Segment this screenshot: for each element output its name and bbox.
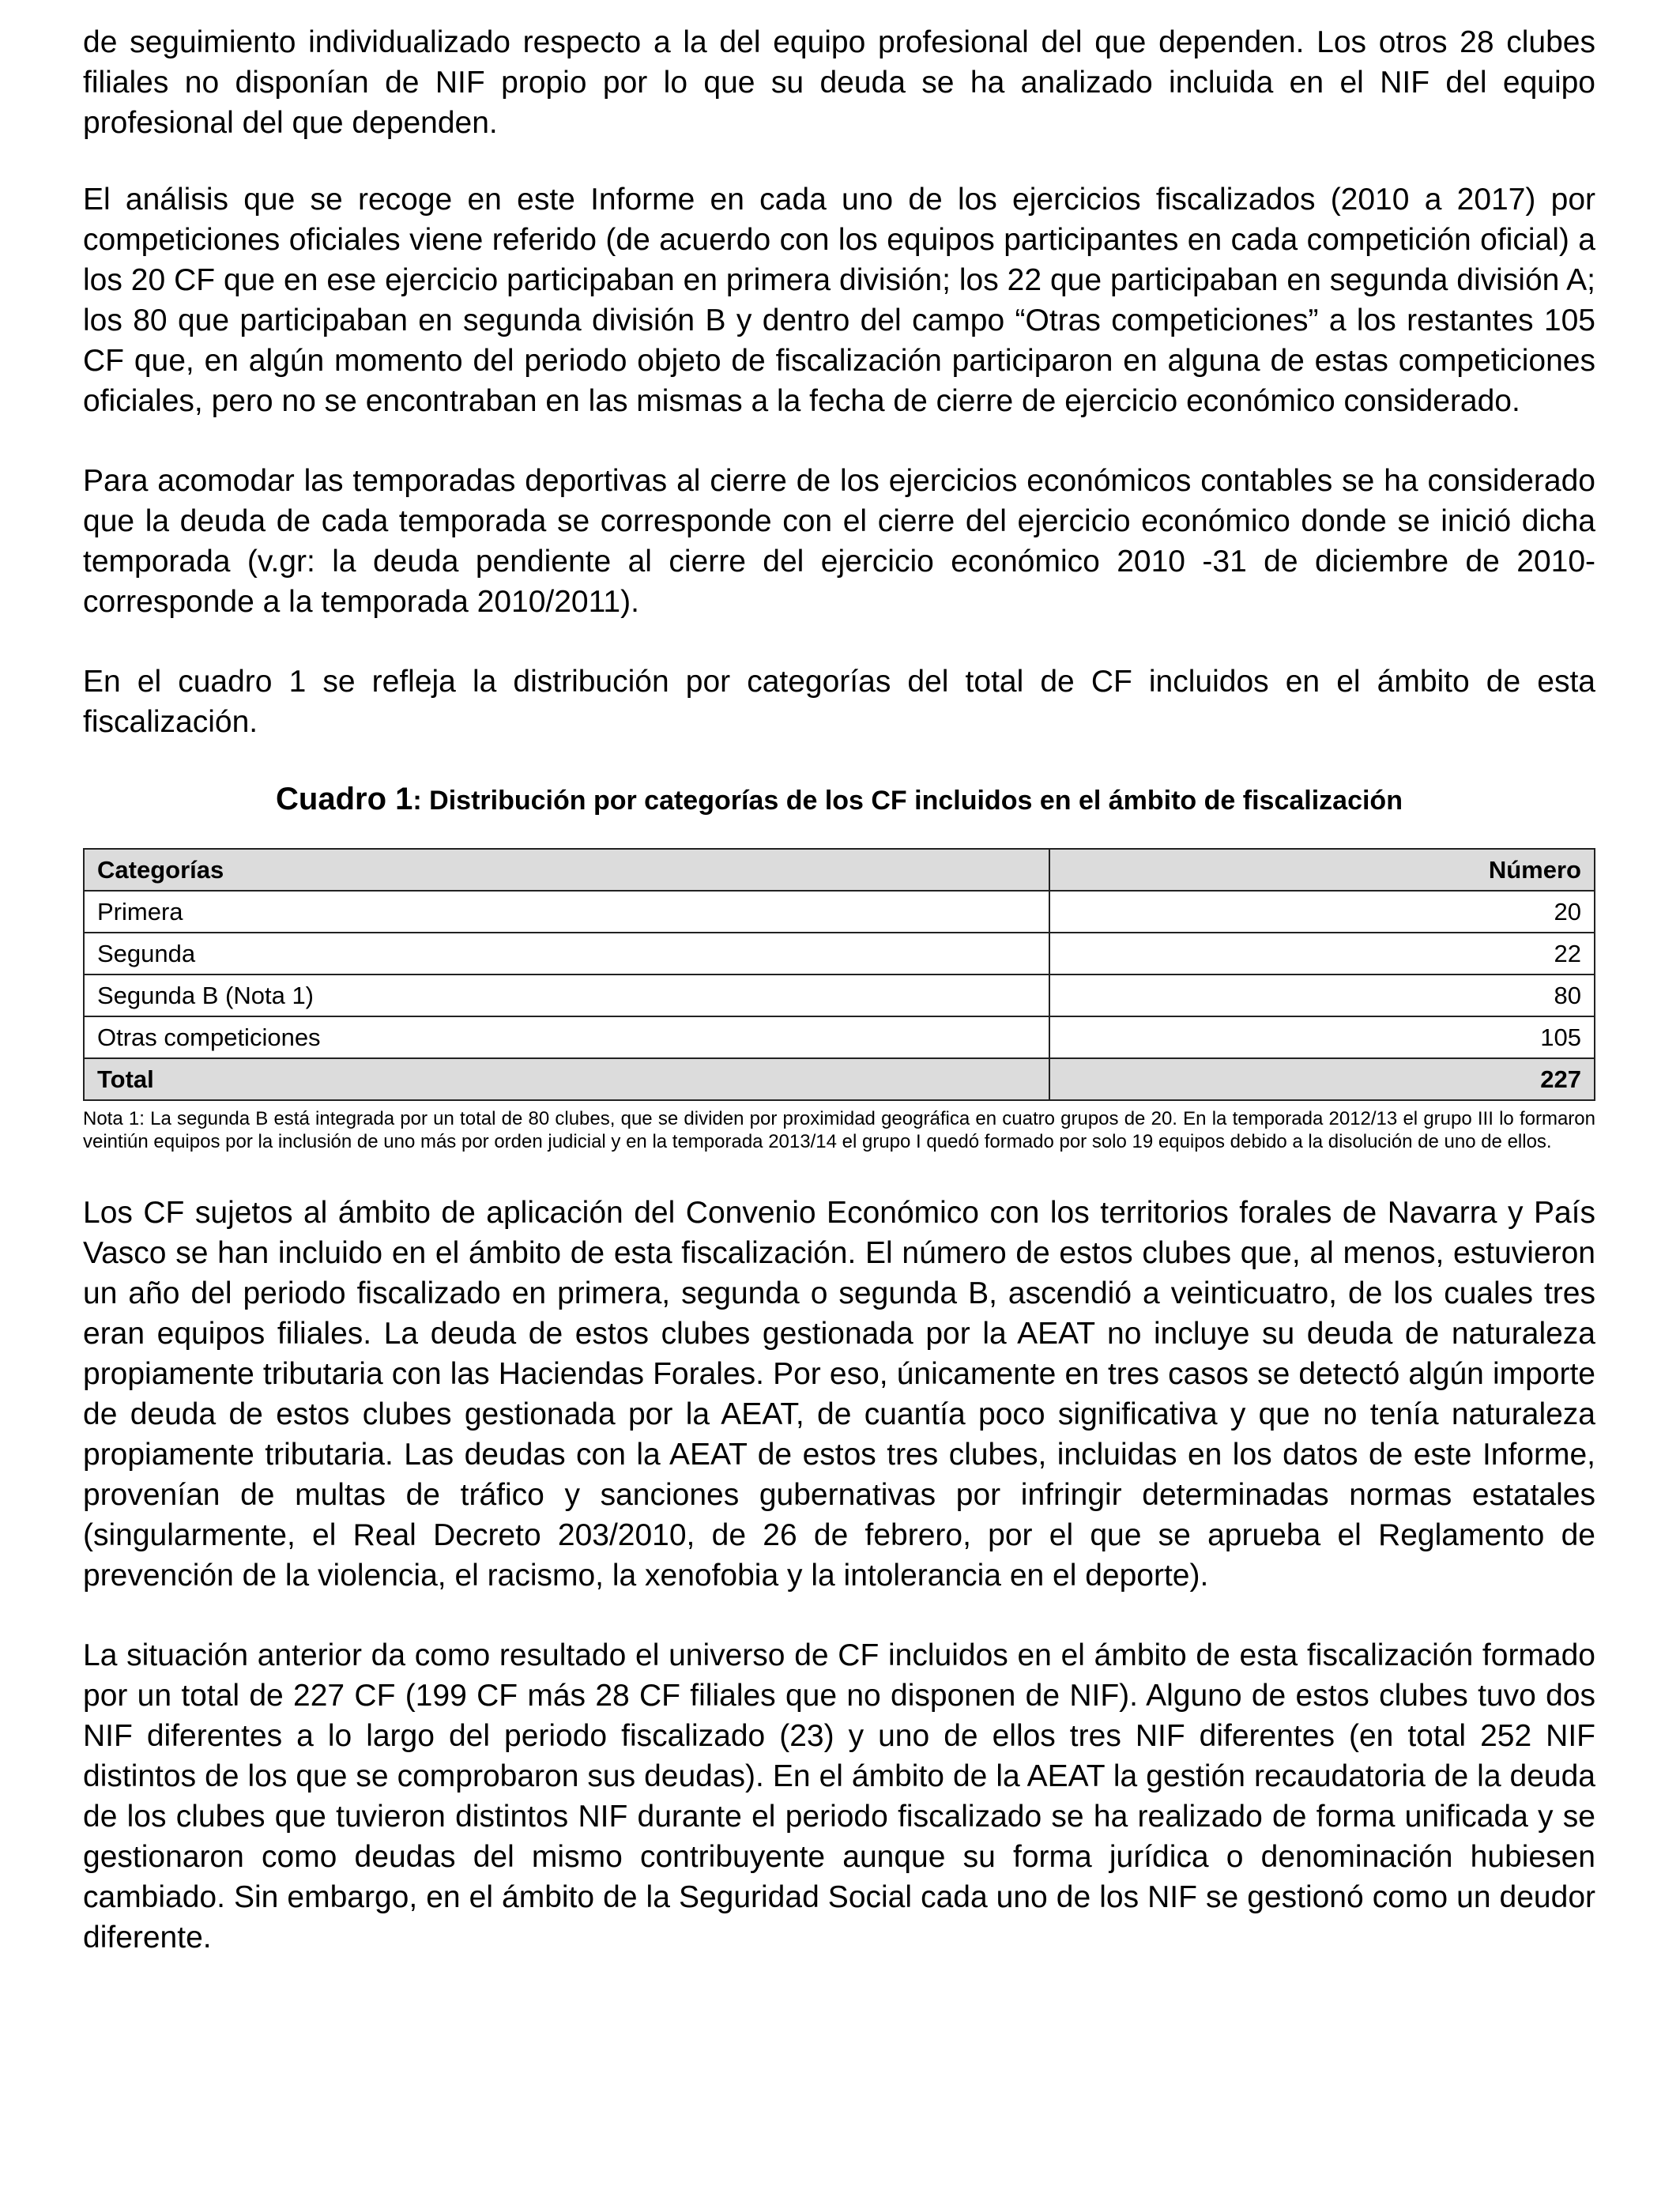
- categories-table: [83, 848, 1595, 1101]
- table-row: [84, 933, 1595, 974]
- table-row: [84, 1016, 1595, 1058]
- cell-total-label: Total: [84, 1058, 1049, 1100]
- table-total-row: [84, 1058, 1595, 1100]
- paragraph: de seguimiento individualizado respecto a la del equipo profesional del que dependen. Los otros 28 clubes filiales no disponían de NIF propio por lo que su deuda se ha analizado incluida en el NIF del equipo profesional del que dependen.: [83, 25, 1595, 140]
- table-header-row: [84, 849, 1595, 891]
- paragraph: La situación anterior da como resultado el universo de CF incluidos en el ámbito de esta fiscalización formado por un total de 227 CF (199 CF más 28 CF filiales que no disponen de NIF). Alguno de estos clubes tuvo dos NIF diferentes a lo largo del periodo fiscalizado (23) y uno de ellos tres NIF diferentes (en total 252 NIF distintos de los que se comprobaron sus deudas). En el ámbito de la AEAT la gestión recaudatoria de la deuda de los clubes que tuvieron distintos NIF durante el periodo fiscalizado se ha realizado de forma unificada y se gestionaron como deudas del mismo contribuyente aunque su forma jurídica o denominación hubiesen cambiado. Sin embargo, en el ámbito de la Seguridad Social cada uno de los NIF se gestionó como un deudor diferente.: [83, 1638, 1595, 1955]
- paragraph: Los CF sujetos al ámbito de aplicación del Convenio Económico con los territorios forales de Navarra y País Vasco se han incluido en el ámbito de esta fiscalización. El número de estos clubes que, al menos, estuvieron un año del periodo fiscalizado en primera, segunda o segunda B, ascendió a veinticuatro, de los cuales tres eran equipos filiales. La deuda de estos clubes gestionada por la AEAT no incluye su deuda de naturaleza propiamente tributaria con las Haciendas Forales. Por eso, únicamente en tres casos se detectó algún importe de deuda de estos clubes gestionada por la AEAT, de cuantía poco significativa y que no tenía naturaleza propiamente tributaria. Las deudas con la AEAT de estos tres clubes, incluidas en los datos de este Informe, provenían de multas de tráfico y sanciones gubernativas por infringir determinadas normas estatales (singularmente, el Real Decreto 203/2010, de 26 de febrero, por el que se aprueba el Reglamento de prevención de la violencia, el racismo, la xenofobia y la intolerancia en el deporte).: [83, 1196, 1595, 1593]
- document-page: [83, 22, 1595, 1997]
- paragraph: Para acomodar las temporadas deportivas al cierre de los ejercicios económicos contables se ha considerado que la deuda de cada temporada se corresponde con el cierre del ejercicio económico donde se inició dicha temporada (v.gr: la deuda pendiente al cierre del ejercicio económico 2010 -31 de diciembre de 2010- corresponde a la temporada 2010/2011).: [83, 464, 1595, 619]
- cell-numero: 80: [1049, 974, 1595, 1016]
- cell-categoria: Primera: [84, 891, 1049, 933]
- cell-numero: 105: [1049, 1016, 1595, 1058]
- paragraph: En el cuadro 1 se refleja la distribución por categorías del total de CF incluidos en el ámbito de esta fiscalización.: [83, 665, 1595, 739]
- column-header-numero: Número: [1049, 849, 1595, 891]
- column-header-categorias: Categorías: [84, 849, 1049, 891]
- table-row: [84, 891, 1595, 933]
- table-caption: [83, 782, 1595, 818]
- table-row: [84, 974, 1595, 1016]
- cell-numero: 22: [1049, 933, 1595, 974]
- table-caption-label: Cuadro 1: [276, 782, 413, 816]
- cell-categoria: Segunda B (Nota 1): [84, 974, 1049, 1016]
- cell-categoria: Otras competiciones: [84, 1016, 1049, 1058]
- paragraph: El análisis que se recoge en este Informe en cada uno de los ejercicios fiscalizados (2010 a 2017) por competiciones oficiales viene referido (de acuerdo con los equipos participantes en cada competición oficial) a los 20 CF que en ese ejercicio participaban en primera división; los 22 que participaban en segunda división A; los 80 que participaban en segunda división B y dentro del campo “Otras competiciones” a los restantes 105 CF que, en algún momento del periodo objeto de fiscalización participaron en alguna de estas competiciones oficiales, pero no se encontraban en las mismas a la fecha de cierre de ejercicio económico considerado.: [83, 183, 1595, 418]
- cell-categoria: Segunda: [84, 933, 1049, 974]
- cell-total-value: 227: [1049, 1058, 1595, 1100]
- table-footnote: Nota 1: La segunda B está integrada por un total de 80 clubes, que se dividen por proximidad geográfica en cuatro grupos de 20. En la temporada 2012/13 el grupo III lo formaron veintiún equipos por la inclusión de uno más por orden judicial y en la temporada 2013/14 el grupo I quedó formado por solo 19 equipos debido a la disolución de uno de ellos.: [83, 1108, 1595, 1152]
- cell-numero: 20: [1049, 891, 1595, 933]
- table-caption-title: : Distribución por categorías de los CF incluidos en el ámbito de fiscalización: [412, 786, 1403, 816]
